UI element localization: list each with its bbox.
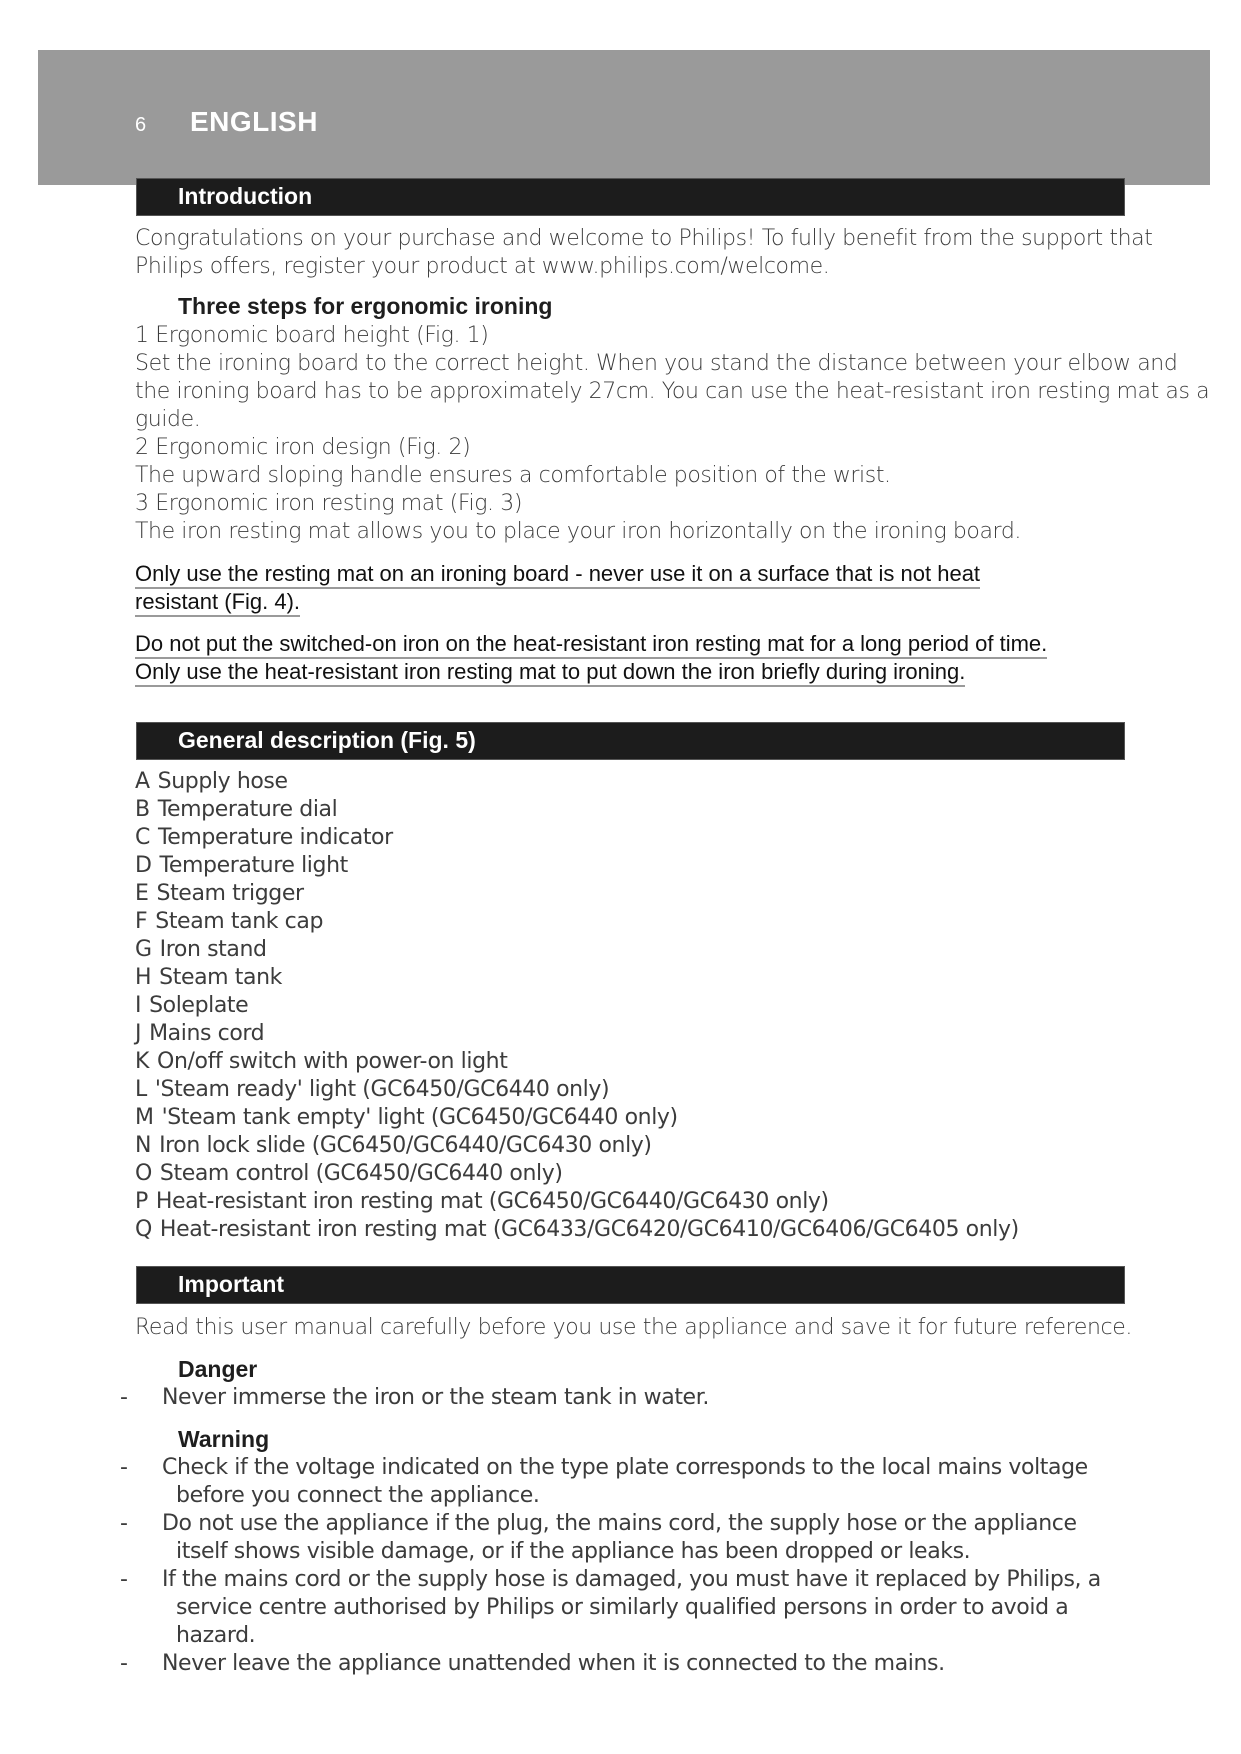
note-line: Do not put the switched-on iron on the heat-resistant iron resting mat for a long period of time. (135, 631, 1047, 659)
bullet-text: If the mains cord or the supply hose is damaged, you must have it replaced by Philips, a service centre authorised by Philips or similarly qualified persons in order to avoid a hazard. (162, 1567, 1101, 1648)
item-text: 'Steam ready' light (GC6450/GC6440 only) (154, 1077, 610, 1102)
item-letter: D (135, 853, 152, 878)
note-line: Only use the heat-resistant iron resting mat to put down the iron briefly during ironing. (135, 659, 965, 687)
bullet-item (120, 1650, 1108, 1678)
text-line: 1 Ergonomic board height (Fig. 1) (135, 323, 489, 348)
section-title: Important (178, 1271, 285, 1297)
item-text: Iron lock slide (GC6450/GC6440/GC6430 only) (159, 1133, 652, 1158)
list-item (135, 1104, 1019, 1132)
bullet-text: Never leave the appliance unattended when it is connected to the mains. (162, 1651, 945, 1676)
item-letter: N (135, 1133, 152, 1158)
text-line: the ironing board has to be approximately 27cm. You can use the heat-resistant iron resting mat as a (135, 379, 1210, 404)
item-letter: B (135, 797, 150, 822)
item-text: Steam control (GC6450/GC6440 only) (159, 1161, 563, 1186)
bullet-item (120, 1454, 1108, 1510)
item-letter: O (135, 1161, 152, 1186)
language-title: ENGLISH (190, 106, 318, 137)
list-item (135, 908, 1019, 936)
bullet-item (120, 1566, 1108, 1650)
list-item (135, 1160, 1019, 1188)
dash-icon: - (120, 1385, 128, 1410)
item-letter: A (135, 769, 150, 794)
item-letter: P (135, 1189, 148, 1214)
item-text: Heat-resistant iron resting mat (GC6450/GC6440/GC6430 only) (155, 1189, 829, 1214)
note-line: Only use the resting mat on an ironing board - never use it on a surface that is not heat (135, 561, 980, 589)
text-line: Philips offers, register your product at www.philips.com/welcome. (135, 254, 830, 279)
switched-on-note (135, 630, 1047, 686)
section-bar-general-description (136, 722, 1125, 760)
note-line: resistant (Fig. 4). (135, 589, 300, 617)
steps-paragraph (135, 322, 1209, 546)
dash-icon: - (120, 1651, 128, 1676)
item-letter: M (135, 1105, 154, 1130)
item-letter: E (135, 881, 149, 906)
item-text: Soleplate (149, 993, 249, 1018)
intro-paragraph (135, 225, 1152, 281)
section-bar-important (136, 1266, 1125, 1304)
list-item (135, 880, 1019, 908)
item-letter: H (135, 965, 152, 990)
list-item (135, 852, 1019, 880)
text-line: Congratulations on your purchase and welcome to Philips! To fully benefit from the support that (135, 226, 1153, 251)
list-item (135, 1048, 1019, 1076)
resting-mat-note (135, 560, 980, 616)
list-item (135, 768, 1019, 796)
item-text: Temperature light (159, 853, 348, 878)
danger-list (120, 1384, 1108, 1412)
item-text: Heat-resistant iron resting mat (GC6433/GC6420/GC6410/GC6406/GC6405 only) (159, 1217, 1019, 1242)
section-title: General description (Fig. 5) (178, 727, 476, 753)
item-text: Mains cord (149, 1021, 265, 1046)
item-text: Temperature indicator (157, 825, 393, 850)
bullet-item (120, 1384, 1108, 1412)
bullet-item (120, 1510, 1108, 1566)
text-line: 3 Ergonomic iron resting mat (Fig. 3) (135, 491, 523, 516)
list-item (135, 936, 1019, 964)
text-line: The upward sloping handle ensures a comfortable position of the wrist. (135, 463, 891, 488)
dash-icon: - (120, 1567, 128, 1592)
page-number: 6 (135, 114, 147, 136)
item-text: Steam tank (159, 965, 282, 990)
item-letter: K (135, 1049, 150, 1074)
section-title: Introduction (178, 183, 313, 209)
bullet-text: Check if the voltage indicated on the type plate corresponds to the local mains voltage before you connect the appliance. (162, 1455, 1088, 1508)
parts-list (135, 768, 1019, 1244)
text-line: 2 Ergonomic iron design (Fig. 2) (135, 435, 471, 460)
list-item (135, 992, 1019, 1020)
list-item (135, 964, 1019, 992)
warning-list (120, 1454, 1108, 1678)
item-text: 'Steam tank empty' light (GC6450/GC6440 only) (161, 1105, 678, 1130)
item-letter: L (135, 1077, 147, 1102)
item-text: Iron stand (159, 937, 267, 962)
warning-heading: Warning (178, 1426, 270, 1452)
text-line: Set the ironing board to the correct height. When you stand the distance between your elbow and (135, 351, 1178, 376)
item-letter: F (135, 909, 148, 934)
item-letter: G (135, 937, 152, 962)
list-item (135, 1132, 1019, 1160)
item-text: Steam tank cap (155, 909, 324, 934)
list-item (135, 1188, 1019, 1216)
item-text: On/off switch with power-on light (157, 1049, 508, 1074)
section-bar-introduction (136, 178, 1125, 216)
list-item (135, 824, 1019, 852)
important-intro: Read this user manual carefully before you use the appliance and save it for future reference. (135, 1315, 1132, 1340)
steps-heading: Three steps for ergonomic ironing (178, 293, 553, 319)
list-item (135, 1020, 1019, 1048)
bullet-text: Never immerse the iron or the steam tank in water. (162, 1385, 709, 1410)
item-letter: C (135, 825, 150, 850)
bullet-text: Do not use the appliance if the plug, the mains cord, the supply hose or the appliance itself shows visible damage, or if the appliance has been dropped or leaks. (162, 1511, 1077, 1564)
danger-heading: Danger (178, 1356, 258, 1382)
list-item (135, 796, 1019, 824)
list-item (135, 1076, 1019, 1104)
text-line: The iron resting mat allows you to place your iron horizontally on the ironing board. (135, 519, 1021, 544)
list-item (135, 1216, 1019, 1244)
dash-icon: - (120, 1511, 128, 1536)
text-line: guide. (135, 407, 201, 432)
item-letter: I (135, 993, 142, 1018)
item-letter: J (135, 1021, 142, 1046)
item-text: Steam trigger (156, 881, 304, 906)
item-letter: Q (135, 1217, 152, 1242)
item-text: Supply hose (157, 769, 288, 794)
item-text: Temperature dial (157, 797, 338, 822)
dash-icon: - (120, 1455, 128, 1480)
